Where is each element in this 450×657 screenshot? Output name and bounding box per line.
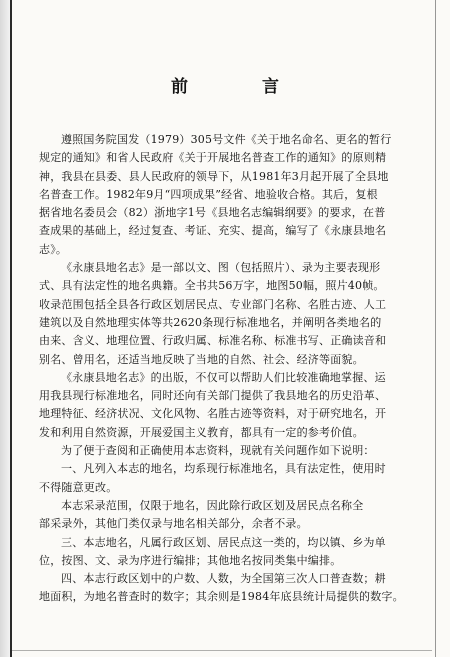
text-line: 部采录外，其他门类仅录与地名相关部分，余者不录。 — [39, 517, 308, 531]
text-line: 位，按图、文、录为序进行编排；其他地名按同类集中编排。 — [39, 553, 342, 567]
page-left-edge — [10, 0, 12, 657]
text-line: 神，我县在县委、县人民政府的领导下，从1981年3月起开展了全县地 — [39, 169, 389, 183]
text-line: 用我县现行标准地名，同时还向有关部门提供了我县地名的历史沿革、 — [39, 389, 387, 403]
text-line: 志》。 — [39, 242, 68, 256]
text-line: 地面积，为地名普查时的数字；其余则是1984年底县统计局提供的数字。 — [39, 590, 404, 604]
text-line: 收录范围包括全县各行政区划居民点、专业部门名称、名胜古迹、人工 — [39, 297, 387, 311]
text-line: 式、具有法定性的地名典籍。全书共56万字，地图50幅，照片40帧。 — [39, 279, 385, 293]
paragraph-8 — [39, 570, 417, 607]
text-line: 不得随意更改。 — [39, 480, 118, 494]
page-bottom-edge — [12, 650, 432, 651]
text-line: 别名、曾用名，还适当地反映了当地的自然、社会、经济等面貌。 — [39, 352, 364, 366]
paragraph-4 — [39, 442, 417, 460]
text-line: 遵照国务院国发（1979）305号文件《关于地名命名、更名的暂行 — [61, 133, 392, 146]
paragraph-1 — [39, 131, 417, 259]
page-title: 前 言 — [171, 77, 313, 97]
text-line: 四、本志行政区划中的户数、人数，为全国第三次人口普查数；耕 — [61, 572, 386, 586]
text-line: 据省地名委员会（82）浙地字1号《县地名志编辑纲要》的要求，在普 — [39, 206, 386, 220]
text-line: 地理特征、经济状况、文化风物、名胜古迹等资料，对于研究地名，开 — [39, 407, 387, 421]
text-line: 建筑以及自然地理实体等共2620条现行标准地名，并阐明各类地名的 — [39, 315, 382, 329]
paragraph-2 — [39, 259, 417, 369]
text-line: 规定的通知》和省人民政府《关于开展地名普查工作的通知》的原则精 — [39, 151, 387, 165]
text-line: 名普查工作。1982年9月“四项成果”经省、地验收合格。其后，复根 — [39, 187, 378, 201]
page-right-edge — [435, 0, 436, 657]
paragraph-5 — [39, 460, 417, 497]
text-line: 三、本志地名，凡属行政区划、居民点这一类的，均以镇、乡为单 — [61, 535, 386, 549]
preface-body — [39, 131, 417, 607]
paragraph-3 — [39, 369, 417, 442]
paragraph-7 — [39, 534, 417, 571]
text-line: 《永康县地名志》的出版，不仅可以帮助人们比较准确地掌握、运 — [61, 370, 386, 384]
text-line: 为了便于查阅和正确使用本志资料，现就有关问题作如下说明： — [61, 444, 375, 458]
text-line: 发和利用自然资源，开展爱国主义教育，都具有一定的参考价值。 — [39, 425, 364, 439]
page-left-shadow — [0, 0, 10, 657]
text-line: 本志采录范围，仅限于地名，因此除行政区划及居民点名称全 — [61, 498, 364, 512]
text-line: 查成果的基础上，经过复查、考证、充实、提高，编写了《永康县地名 — [39, 224, 387, 238]
text-line: 《永康县地名志》是一部以文、图（包括照片）、录为主要表现形 — [61, 261, 381, 275]
text-line: 一、凡列入本志的地名，均系现行标准地名，具有法定性，使用时 — [61, 462, 386, 476]
paragraph-6 — [39, 497, 417, 534]
text-line: 由来、含义、地理位置、行政归属、标准名称、标准书写、正确读音和 — [39, 334, 387, 348]
